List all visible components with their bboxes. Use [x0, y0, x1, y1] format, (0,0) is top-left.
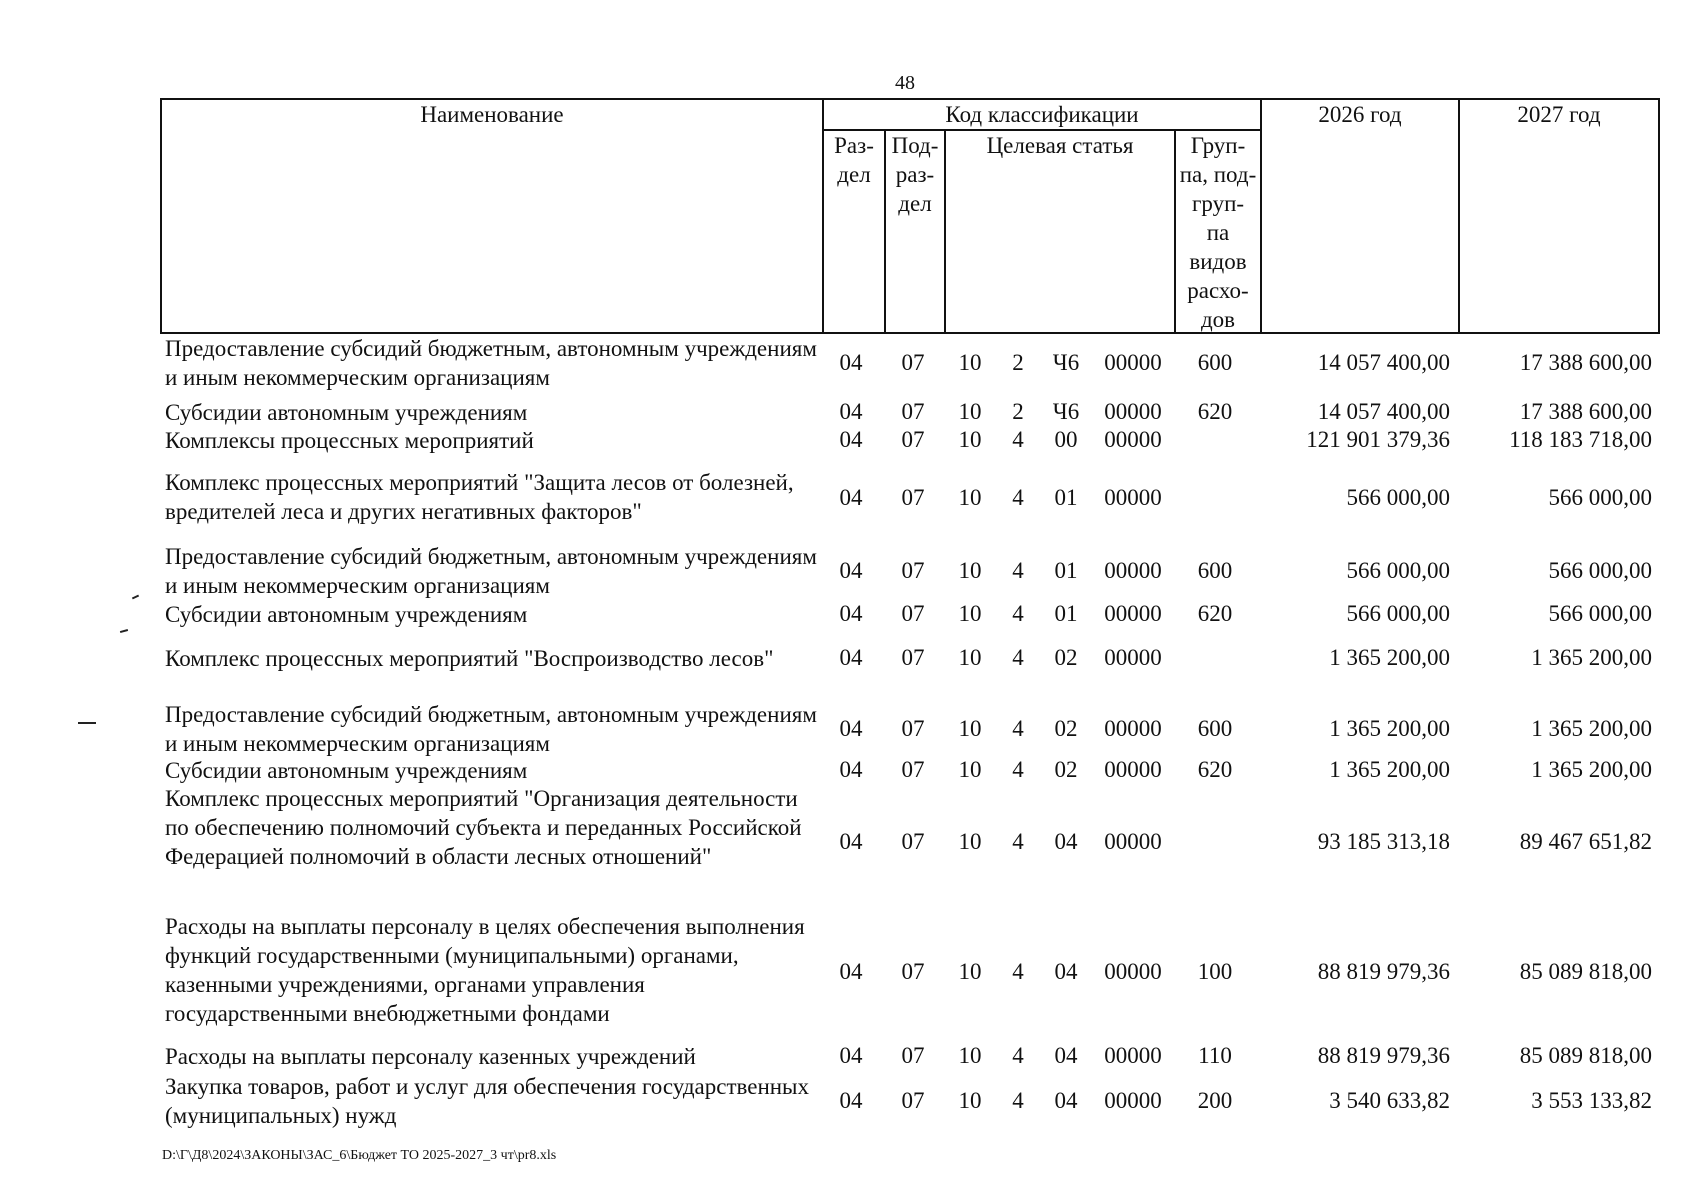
- cell-y2027: 3 553 133,82: [1531, 1088, 1652, 1113]
- cell-y2026: 14 057 400,00: [1317, 350, 1450, 375]
- cell-y2027: 118 183 718,00: [1509, 427, 1652, 452]
- scan-mark: [120, 629, 128, 633]
- row-name: Комплекс процессных мероприятий "Организация деятельности по обеспечению полномочий субъекта и переданных Российской Федерацией полномочий в области лесных отношений": [165, 786, 802, 869]
- cell-t1: 10: [958, 1088, 982, 1113]
- cell-podrazdel: 07: [901, 558, 925, 583]
- header-target: Целевая статья: [986, 133, 1134, 158]
- cell-group: 110: [1198, 1043, 1232, 1068]
- cell-y2026: 93 185 313,18: [1317, 829, 1450, 854]
- cell-t3: 01: [1054, 601, 1078, 626]
- cell-razdel: 04: [839, 1088, 863, 1113]
- cell-y2027: 566 000,00: [1548, 558, 1652, 583]
- cell-t4: 00000: [1104, 1088, 1162, 1113]
- cell-t2: 2: [1012, 399, 1024, 424]
- row-name: Закупка товаров, работ и услуг для обеспечения государственных (муниципальных) нужд: [165, 1074, 810, 1128]
- cell-podrazdel: 07: [901, 427, 925, 452]
- cell-t1: 10: [958, 829, 982, 854]
- cell-t3: 01: [1054, 558, 1078, 583]
- cell-y2027: 17 388 600,00: [1519, 350, 1652, 375]
- cell-razdel: 04: [839, 757, 863, 782]
- table-row: [160, 468, 1660, 528]
- cell-podrazdel: 07: [901, 1043, 925, 1068]
- cell-t4: 00000: [1104, 645, 1162, 670]
- header-razdel: Раз- дел: [834, 133, 874, 187]
- cell-t2: 4: [1012, 959, 1024, 984]
- cell-t3: Ч6: [1052, 350, 1080, 375]
- row-name: Субсидии автономным учреждениям: [165, 602, 528, 627]
- cell-t2: 4: [1012, 1043, 1024, 1068]
- cell-podrazdel: 07: [901, 716, 925, 741]
- cell-group: 600: [1197, 716, 1233, 741]
- cell-t1: 10: [958, 601, 982, 626]
- table-row: [160, 600, 1660, 628]
- cell-t1: 10: [958, 959, 982, 984]
- row-name: Субсидии автономным учреждениям: [165, 758, 528, 783]
- cell-t1: 10: [958, 645, 982, 670]
- cell-razdel: 04: [839, 829, 863, 854]
- header-year-2027: 2027 год: [1517, 102, 1601, 127]
- scan-mark: [78, 722, 96, 724]
- cell-y2027: 85 089 818,00: [1519, 959, 1652, 984]
- cell-y2026: 88 819 979,36: [1317, 959, 1450, 984]
- cell-t3: 02: [1054, 645, 1078, 670]
- table-row: [160, 542, 1660, 600]
- cell-group: 600: [1197, 558, 1233, 583]
- cell-y2027: 85 089 818,00: [1519, 1043, 1652, 1068]
- scan-mark: [132, 595, 139, 600]
- cell-y2026: 566 000,00: [1346, 601, 1450, 626]
- cell-y2026: 88 819 979,36: [1317, 1043, 1450, 1068]
- cell-t2: 4: [1012, 757, 1024, 782]
- row-name: Расходы на выплаты персоналу в целях обеспечения выполнения функций государственными (муниципальными) органами, казенными учреждениями, органами управления государственными внебюджетными фондами: [165, 914, 805, 1026]
- cell-podrazdel: 07: [901, 959, 925, 984]
- file-path-footer: D:\Г\Д8\2024\ЗАКОНЫ\ЗАС_6\Бюджет ТО 2025-2027_3 чт\pr8.xls: [162, 1148, 557, 1163]
- row-name: Расходы на выплаты персоналу казенных учреждений: [165, 1044, 696, 1069]
- cell-podrazdel: 07: [901, 757, 925, 782]
- cell-t4: 00000: [1104, 601, 1162, 626]
- header-podrazdel: Под- раз- дел: [891, 133, 939, 216]
- row-name: Комплекс процессных мероприятий "Воспроизводство лесов": [165, 646, 774, 671]
- cell-t2: 4: [1012, 1088, 1024, 1113]
- cell-group: 620: [1197, 601, 1233, 626]
- cell-t4: 00000: [1104, 1043, 1162, 1068]
- cell-podrazdel: 07: [901, 485, 925, 510]
- table-row: [160, 784, 1660, 900]
- cell-y2027: 89 467 651,82: [1519, 829, 1652, 854]
- cell-podrazdel: 07: [901, 350, 925, 375]
- table-row: [160, 644, 1660, 672]
- cell-t2: 4: [1012, 716, 1024, 741]
- cell-t1: 10: [958, 399, 982, 424]
- cell-t3: 00: [1054, 427, 1078, 452]
- cell-t2: 2: [1012, 350, 1024, 375]
- cell-t3: 04: [1054, 1043, 1078, 1068]
- cell-t3: 04: [1054, 829, 1078, 854]
- cell-razdel: 04: [839, 427, 863, 452]
- table-row: [160, 426, 1660, 454]
- cell-razdel: 04: [839, 1043, 863, 1068]
- cell-t3: 02: [1054, 716, 1078, 741]
- cell-podrazdel: 07: [901, 399, 925, 424]
- cell-t2: 4: [1012, 485, 1024, 510]
- cell-t3: 01: [1054, 485, 1078, 510]
- cell-t4: 00000: [1104, 558, 1162, 583]
- cell-podrazdel: 07: [901, 645, 925, 670]
- cell-razdel: 04: [839, 558, 863, 583]
- cell-t4: 00000: [1104, 427, 1162, 452]
- cell-t2: 4: [1012, 645, 1024, 670]
- header-name: Наименование: [420, 102, 564, 127]
- cell-y2027: 1 365 200,00: [1531, 645, 1652, 670]
- page-number: 48: [895, 72, 915, 94]
- cell-y2026: 1 365 200,00: [1329, 716, 1450, 741]
- cell-t4: 00000: [1104, 350, 1162, 375]
- cell-y2026: 3 540 633,82: [1329, 1088, 1450, 1113]
- cell-t4: 00000: [1104, 399, 1162, 424]
- cell-group: 100: [1197, 959, 1233, 984]
- cell-t4: 00000: [1104, 959, 1162, 984]
- cell-t2: 4: [1012, 829, 1024, 854]
- row-name: Предоставление субсидий бюджетным, автономным учреждениям и иным некоммерческим организациям: [165, 336, 817, 390]
- cell-y2026: 566 000,00: [1346, 558, 1450, 583]
- table-row: [160, 334, 1660, 392]
- cell-group: 620: [1197, 757, 1233, 782]
- cell-y2026: 1 365 200,00: [1329, 757, 1450, 782]
- cell-y2026: 1 365 200,00: [1329, 645, 1450, 670]
- cell-razdel: 04: [839, 350, 863, 375]
- cell-y2026: 121 901 379,36: [1306, 427, 1450, 452]
- cell-t1: 10: [958, 1043, 982, 1068]
- cell-t4: 00000: [1104, 829, 1162, 854]
- cell-group: 620: [1197, 399, 1233, 424]
- cell-t4: 00000: [1104, 757, 1162, 782]
- cell-t3: Ч6: [1052, 399, 1080, 424]
- cell-y2027: 1 365 200,00: [1531, 757, 1652, 782]
- cell-t1: 10: [958, 716, 982, 741]
- cell-razdel: 04: [839, 645, 863, 670]
- cell-y2026: 14 057 400,00: [1317, 399, 1450, 424]
- cell-razdel: 04: [839, 399, 863, 424]
- table-row: [160, 1072, 1660, 1130]
- row-name: Предоставление субсидий бюджетным, автономным учреждениям и иным некоммерческим организациям: [165, 544, 817, 598]
- cell-podrazdel: 07: [901, 829, 925, 854]
- cell-y2027: 566 000,00: [1548, 485, 1652, 510]
- cell-razdel: 04: [839, 716, 863, 741]
- cell-razdel: 04: [839, 959, 863, 984]
- cell-razdel: 04: [839, 601, 863, 626]
- cell-y2027: 17 388 600,00: [1519, 399, 1652, 424]
- cell-podrazdel: 07: [901, 601, 925, 626]
- cell-t3: 04: [1054, 959, 1078, 984]
- cell-t2: 4: [1012, 427, 1024, 452]
- cell-t2: 4: [1012, 558, 1024, 583]
- cell-t1: 10: [958, 757, 982, 782]
- cell-t4: 00000: [1104, 716, 1162, 741]
- cell-t4: 00000: [1104, 485, 1162, 510]
- cell-y2027: 566 000,00: [1548, 601, 1652, 626]
- table-row: [160, 1042, 1660, 1070]
- row-name: Субсидии автономным учреждениям: [165, 400, 528, 425]
- cell-podrazdel: 07: [901, 1088, 925, 1113]
- cell-t1: 10: [958, 485, 982, 510]
- cell-razdel: 04: [839, 485, 863, 510]
- table-row: [160, 756, 1660, 784]
- cell-t3: 02: [1054, 757, 1078, 782]
- cell-y2027: 1 365 200,00: [1531, 716, 1652, 741]
- cell-group: 200: [1197, 1088, 1233, 1113]
- row-name: Предоставление субсидий бюджетным, автономным учреждениям и иным некоммерческим организациям: [165, 702, 817, 756]
- row-name: Комплекс процессных мероприятий "Защита лесов от болезней, вредителей леса и других негативных факторов": [165, 470, 794, 524]
- cell-t2: 4: [1012, 601, 1024, 626]
- header-group: Груп- па, под- груп- па видов расхо- дов: [1179, 133, 1257, 332]
- cell-t1: 10: [958, 350, 982, 375]
- header-year-2026: 2026 год: [1318, 102, 1402, 127]
- table-row: [160, 398, 1660, 426]
- table-row: [160, 912, 1660, 1032]
- cell-t1: 10: [958, 558, 982, 583]
- cell-group: 600: [1197, 350, 1233, 375]
- cell-t3: 04: [1054, 1088, 1078, 1113]
- row-name: Комплексы процессных мероприятий: [165, 428, 534, 453]
- table-row: [160, 700, 1660, 758]
- header-code-group: Код классификации: [945, 102, 1139, 127]
- cell-t1: 10: [958, 427, 982, 452]
- table-header: [160, 98, 1660, 334]
- cell-y2026: 566 000,00: [1346, 485, 1450, 510]
